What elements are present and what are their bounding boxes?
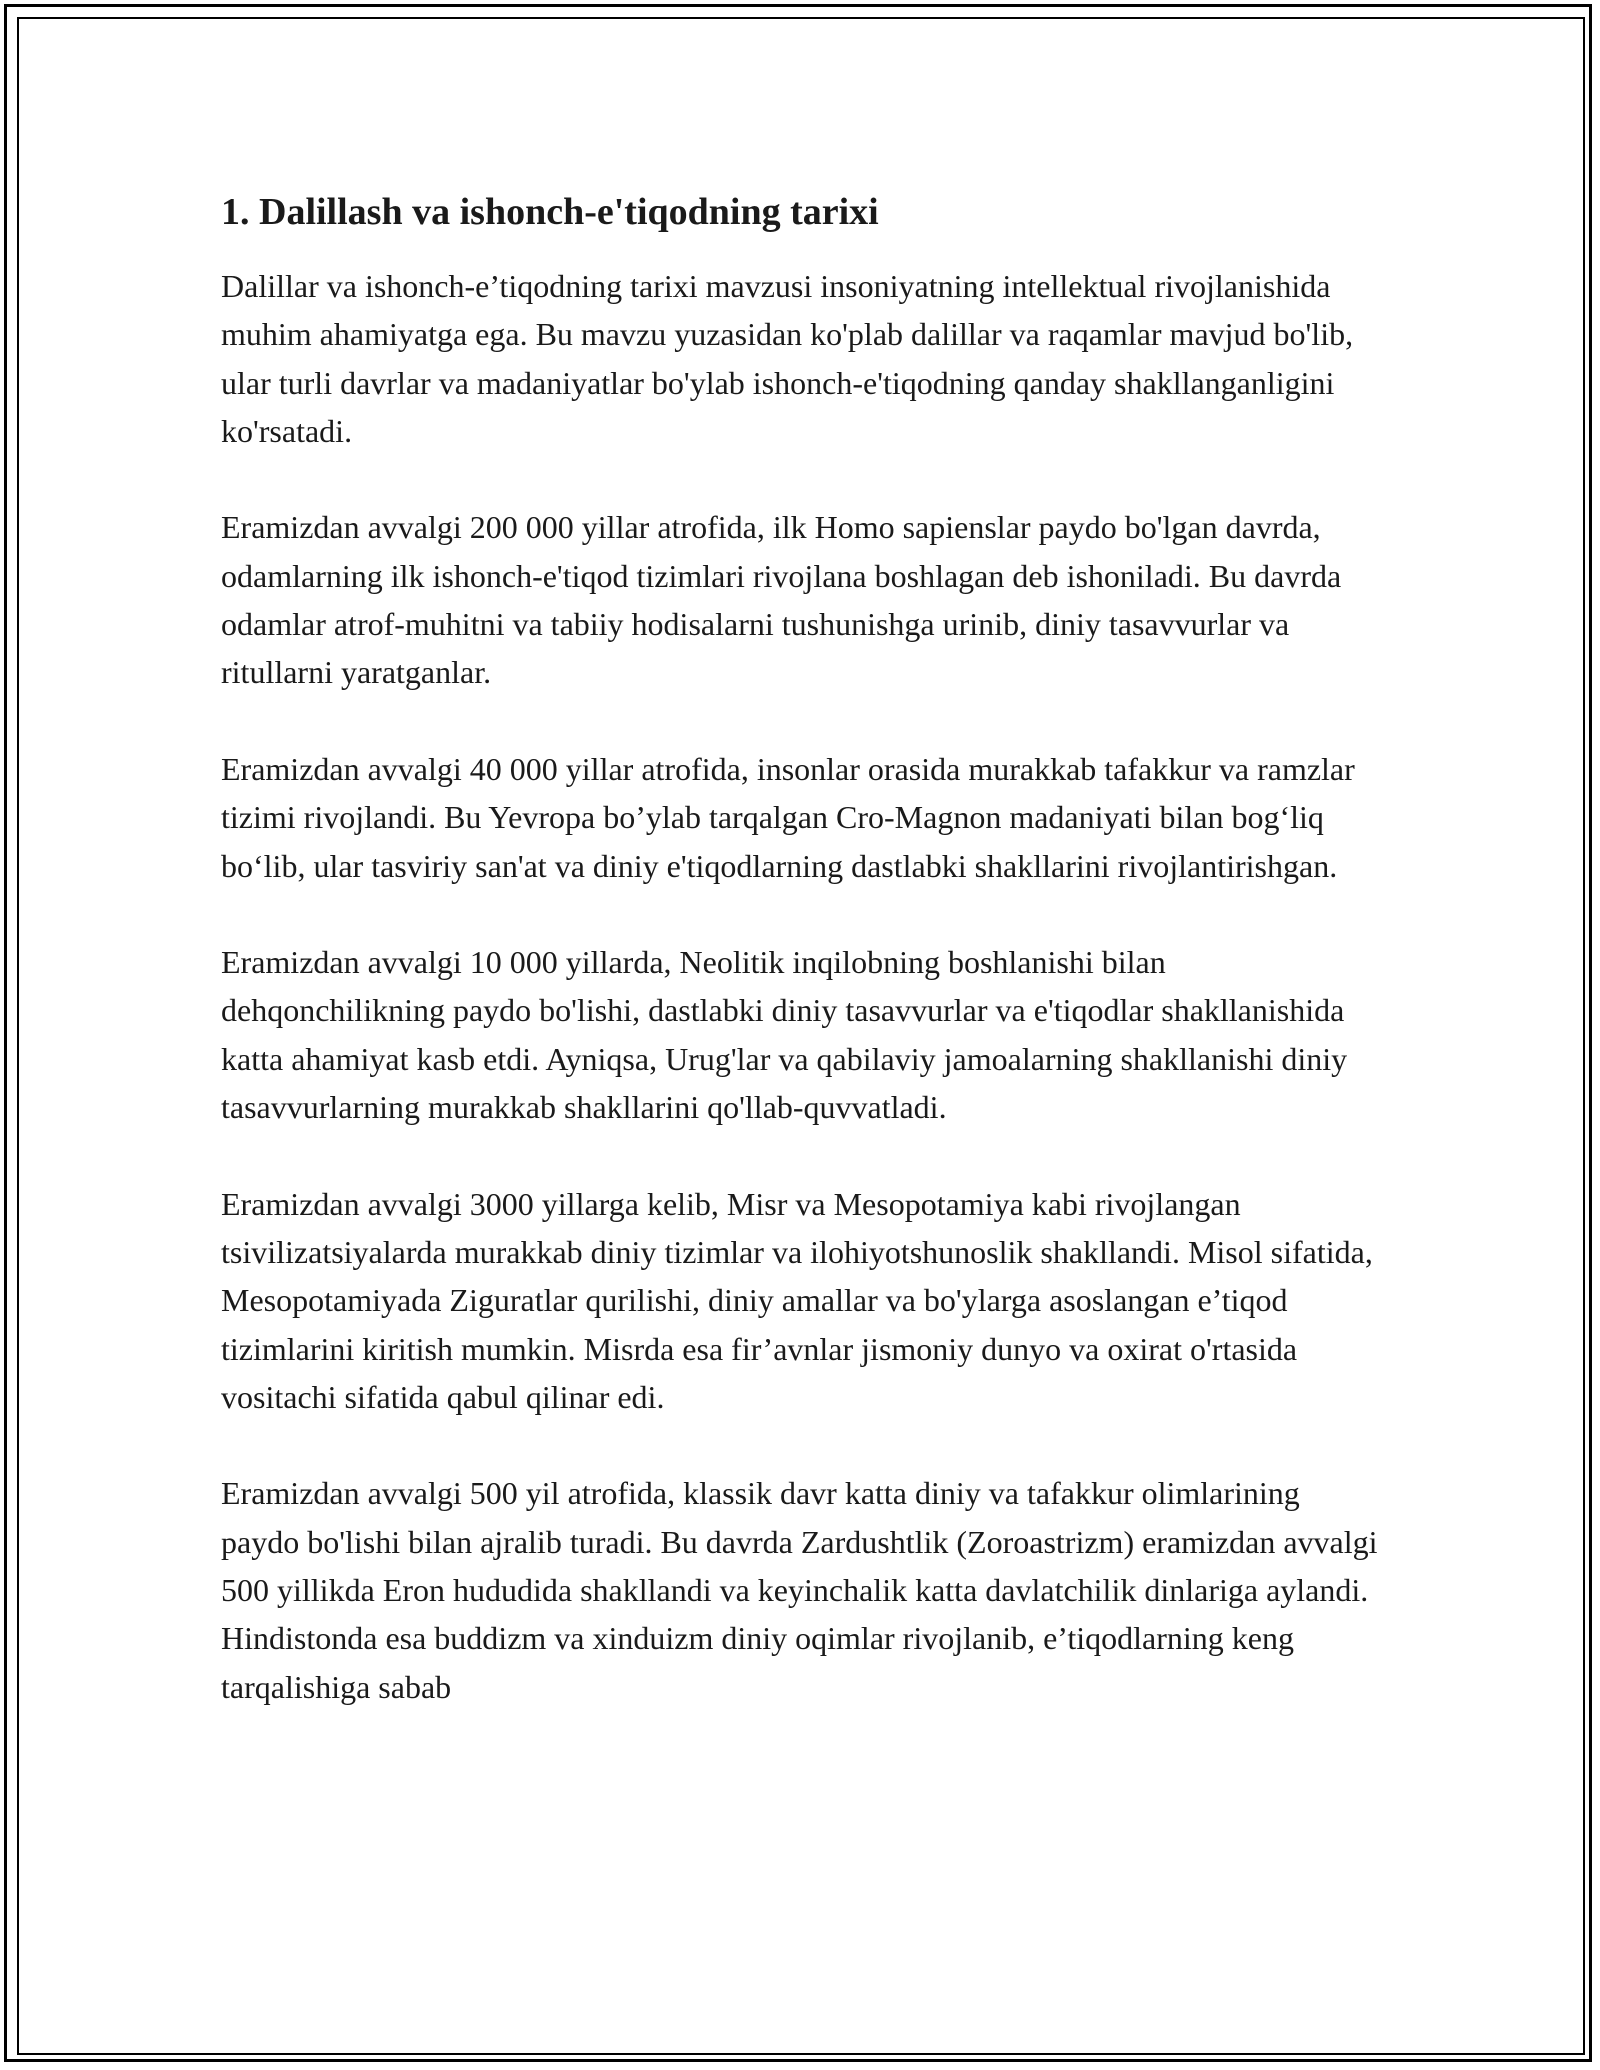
paragraph-40000-bc: Eramizdan avvalgi 40 000 yillar atrofida, insonlar orasida murakkab tafakkur va ramzlar tizimi rivojlandi. Bu Yevropa bo’ylab tarqalgan Cro-Magnon madaniyati bilan bog‘liq bo‘lib, ular tasviriy san'at va diniy e'tiqodlarning dastlabki shakllarini rivojlantirishgan. xyxy=(221,750,1355,884)
paragraph-intro: Dalillar va ishonch-e’tiqodning tarixi mavzusi insoniyatning intellektual rivojlanishida muhim ahamiyatga ega. Bu mavzu yuzasidan ko'plab dalillar va raqamlar mavjud bo'lib, ular turli davrlar va madaniyatlar bo'ylab ishonch-e'tiqodning qanday shakllanganligini ko'rsatadi. xyxy=(221,268,1354,449)
document-body xyxy=(221,186,1381,1759)
paragraph-500-bc: Eramizdan avvalgi 500 yil atrofida, klassik davr katta diniy va tafakkur olimlarining paydo bo'lishi bilan ajralib turadi. Bu davrda Zardushtlik (Zoroastrizm) eramizdan avvalgi 500 yillikda Eron hududida shakllandi va keyinchalik katta davlatchilik dinlariga aylandi. Hindistonda esa buddizm va xinduizm diniy oqimlar rivojlanib, e’tiqodlarning keng tarqalishiga sabab xyxy=(221,1475,1378,1705)
paragraph-200000-bc: Eramizdan avvalgi 200 000 yillar atrofida, ilk Homo sapienslar paydo bo'lgan davrda, odamlarning ilk ishonch-e'tiqod tizimlari rivojlana boshlagan deb ishoniladi. Bu davrda odamlar atrof-muhitni va tabiiy hodisalarni tushunishga urinib, diniy tasavvurlar va ritullarni yaratganlar. xyxy=(221,509,1342,691)
paragraph-10000-bc: Eramizdan avvalgi 10 000 yillarda, Neolitik inqilobning boshlanishi bilan dehqonchilikning paydo bo'lishi, dastlabki diniy tasavvurlar va e'tiqodlar shakllanishida katta ahamiyat kasb etdi. Ayniqsa, Urug'lar va qabilaviy jamoalarning shakllanishi diniy tasavvurlarning murakkab shakllarini qo'llab-quvvatladi. xyxy=(221,944,1348,1126)
paragraph-3000-bc: Eramizdan avvalgi 3000 yillarga kelib, Misr va Mesopotamiya kabi rivojlangan tsivilizatsiyalarda murakkab diniy tizimlar va ilohiyotshunoslik shakllandi. Misol sifatida, Mesopotamiyada Ziguratlar qurilishi, diniy amallar va bo'ylarga asoslangan e’tiqod tizimlarini kiritish mumkin. Misrda esa fir’avnlar jismoniy dunyo va oxirat o'rtasida vositachi sifatida qabul qilinar edi. xyxy=(221,1185,1373,1415)
section-title: 1. Dalillash va ishonch-e'tiqodning tarixi xyxy=(221,191,879,233)
